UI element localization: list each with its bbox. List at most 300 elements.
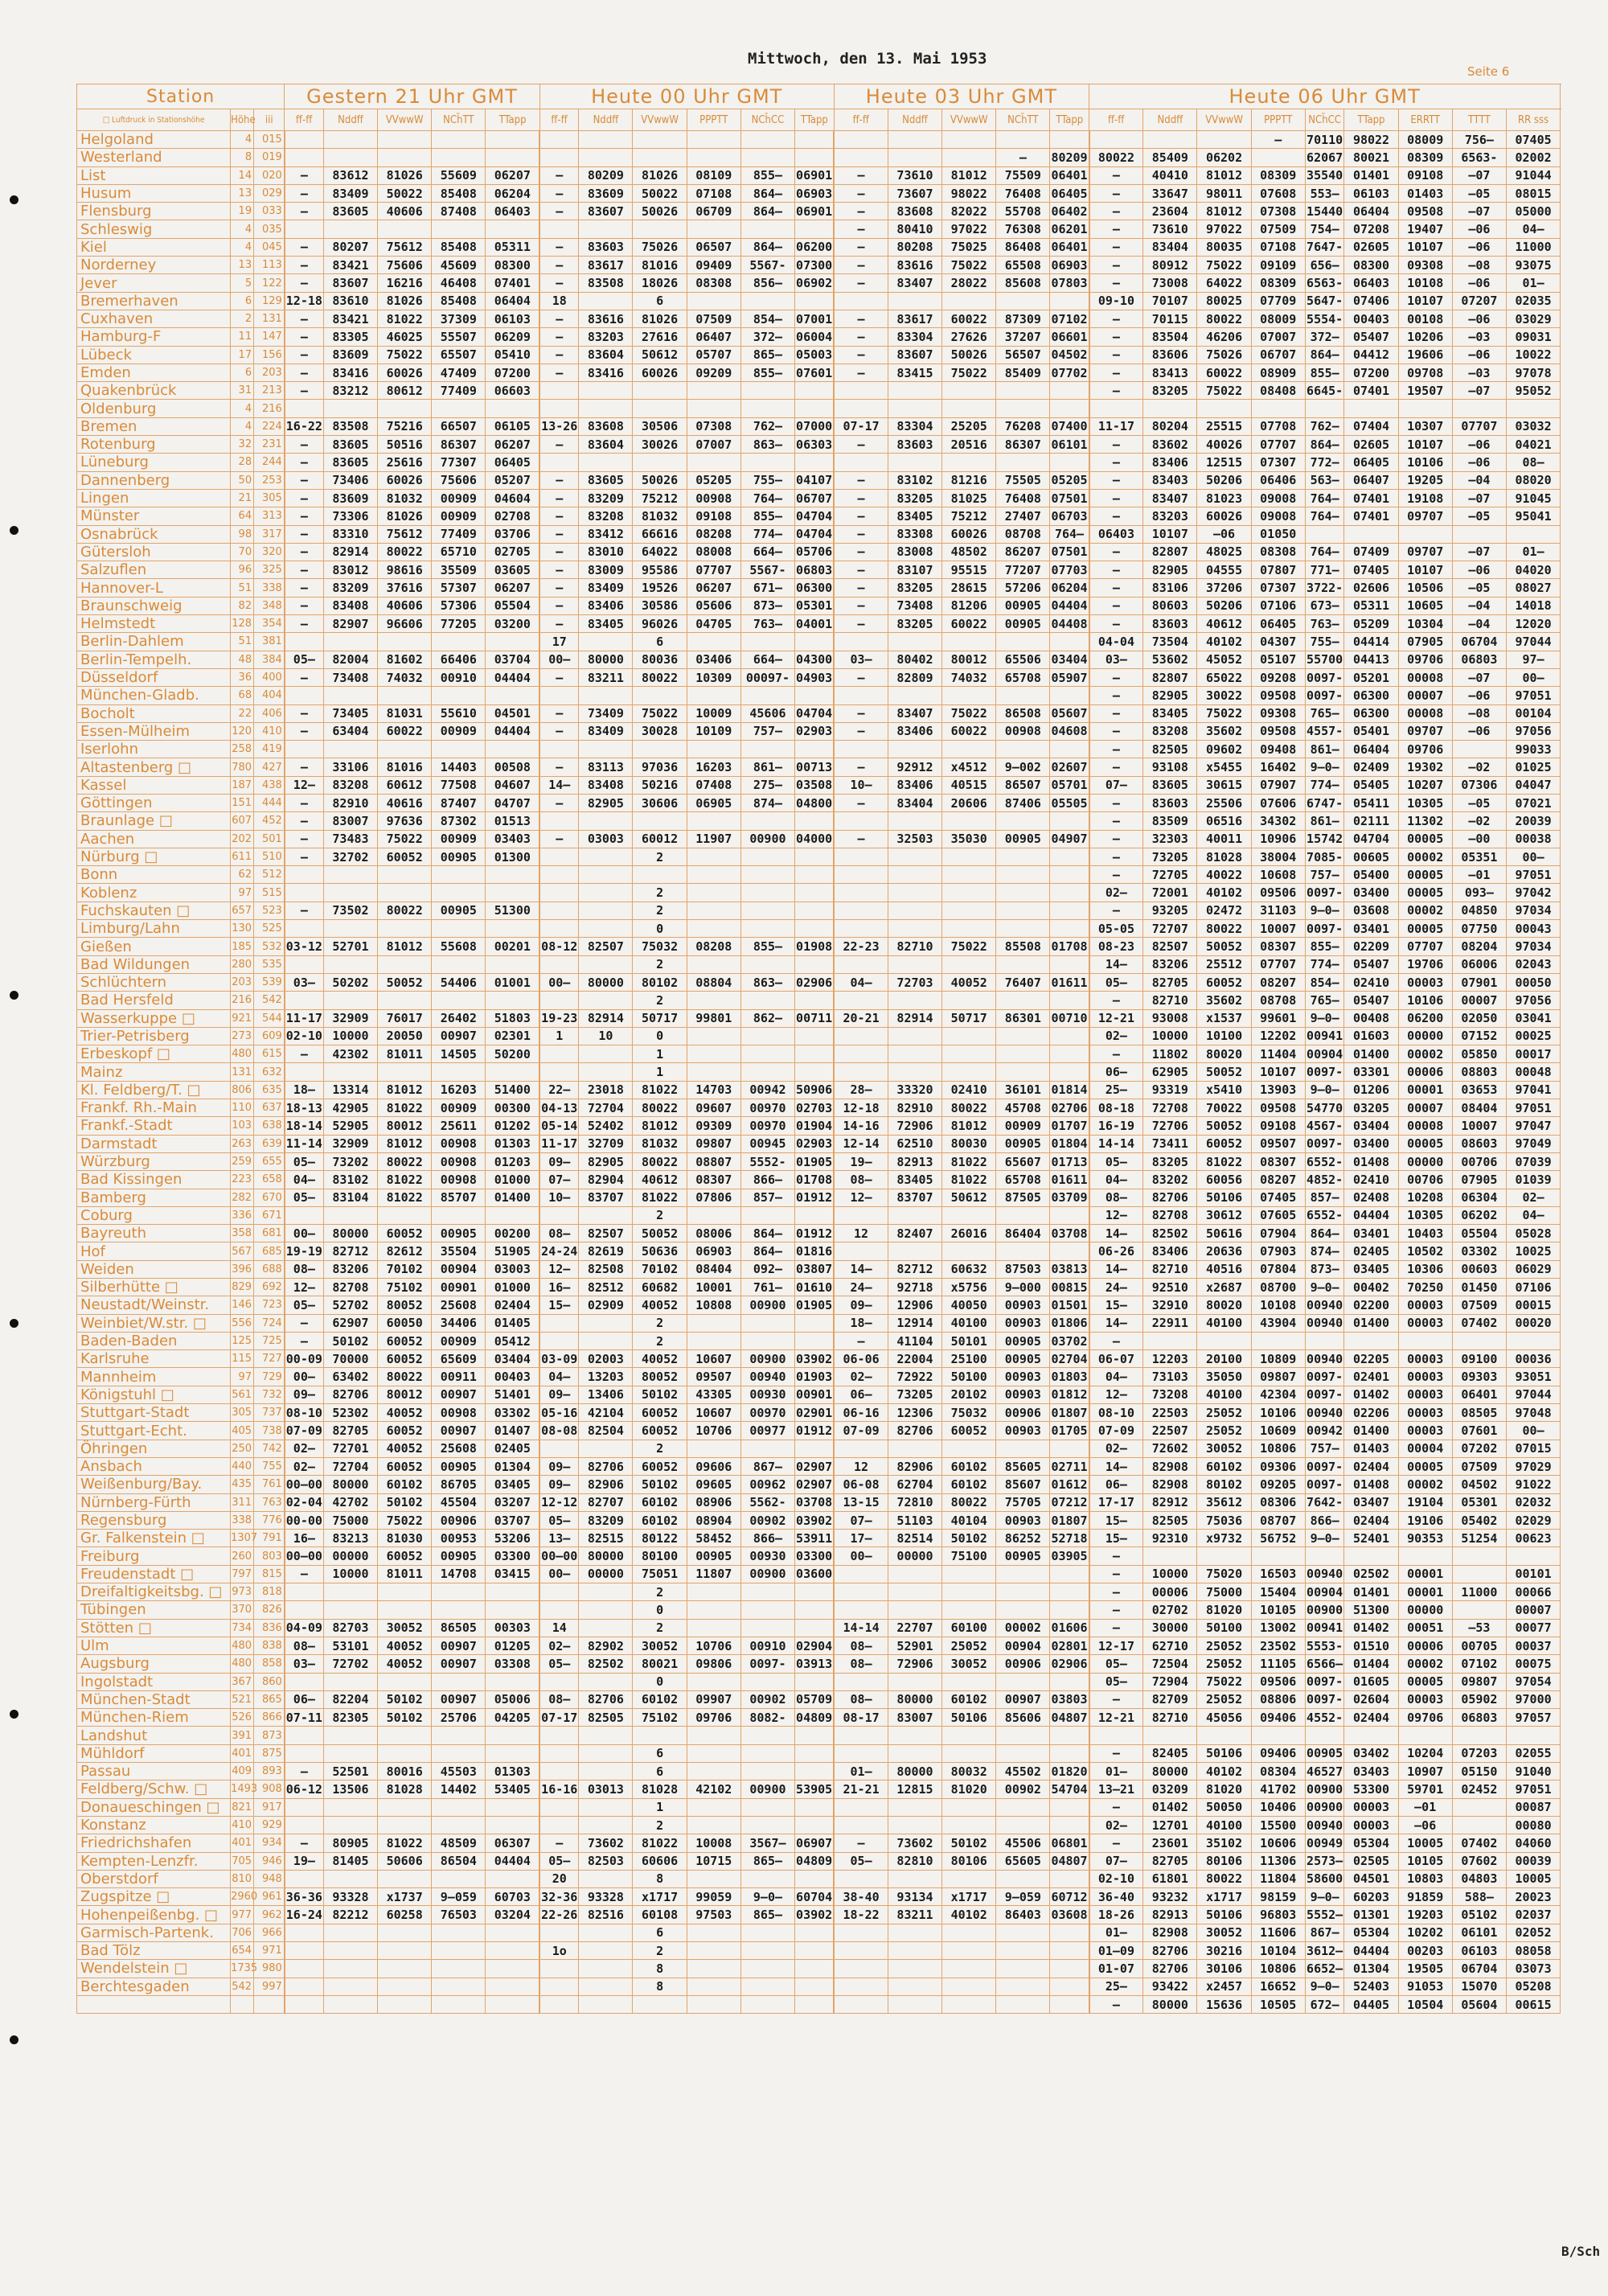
observation-value: 26016 [942, 1225, 996, 1242]
observation-value: 73409 [579, 704, 633, 722]
observation-value: 09308 [1398, 257, 1452, 274]
column-header: Nddff [323, 109, 377, 131]
observation-value: 09108 [1398, 166, 1452, 184]
observation-value: 00-09 [285, 1350, 324, 1368]
observation-value: 13002 [1251, 1619, 1305, 1637]
observation-value: 99033 [1506, 741, 1560, 758]
observation-value: 18-13 [285, 1099, 324, 1117]
observation-value: 09508 [1251, 1099, 1305, 1117]
station-name: Kassel [77, 776, 231, 794]
observation-value: 02404 [1344, 1511, 1398, 1529]
observation-value: 54704 [1050, 1781, 1089, 1798]
observation-value [486, 1673, 539, 1690]
station-height [231, 1995, 254, 2013]
station-index: 029 [254, 184, 285, 202]
observation-value [486, 1583, 539, 1601]
observation-value: 757— [1305, 866, 1344, 884]
observation-value [1050, 992, 1089, 1009]
observation-value [285, 220, 324, 238]
observation-value [285, 687, 324, 704]
observation-value: 82706 [579, 1457, 633, 1475]
observation-value: 00900 [1305, 1798, 1344, 1816]
observation-value: 30052 [633, 1637, 687, 1654]
observation-value: 04307 [1251, 633, 1305, 651]
observation-value: 06404 [1344, 203, 1398, 220]
observation-value [687, 1440, 740, 1457]
observation-value [1050, 1242, 1089, 1260]
observation-value: —06 [1452, 454, 1506, 471]
observation-value: 9—0— [1305, 1009, 1344, 1027]
observation-value: 72704 [323, 1457, 377, 1475]
table-row [77, 346, 1561, 363]
station-height: 282 [231, 1189, 254, 1206]
observation-value: 04501 [1344, 1870, 1398, 1887]
observation-value: 00— [539, 1565, 579, 1583]
station-name: Öhringen [77, 1440, 231, 1457]
observation-value: — [1089, 1547, 1143, 1565]
observation-value: 10606 [1251, 1834, 1305, 1852]
observation-value: 83607 [888, 346, 941, 363]
observation-value: 01905 [795, 1296, 835, 1314]
observation-value: 05— [285, 1152, 324, 1170]
observation-value [1050, 687, 1089, 704]
table-row [77, 651, 1561, 668]
observation-value [378, 149, 432, 166]
table-row [77, 1457, 1561, 1475]
observation-value: 72922 [888, 1368, 941, 1386]
observation-value: 05701 [1050, 776, 1089, 794]
observation-value: 81012 [942, 166, 996, 184]
observation-value: 04704 [1344, 830, 1398, 848]
observation-value [378, 1995, 432, 2013]
observation-value [486, 1960, 539, 1978]
observation-value: 50206 [1197, 597, 1251, 614]
observation-value: 08208 [687, 525, 740, 543]
observation-value: 664— [740, 543, 794, 561]
observation-value [888, 955, 941, 973]
observation-value: 60632 [942, 1260, 996, 1278]
station-height: 611 [231, 848, 254, 865]
station-height: 5 [231, 274, 254, 292]
observation-value [687, 1601, 740, 1619]
observation-value [1506, 525, 1560, 543]
observation-value: 6645- [1305, 382, 1344, 400]
observation-value: — [1089, 166, 1143, 184]
observation-value: 73602 [888, 1834, 941, 1852]
observation-value: 01039 [1506, 1171, 1560, 1189]
station-height: 13 [231, 257, 254, 274]
station-height: 367 [231, 1673, 254, 1690]
observation-value: 21-21 [834, 1781, 888, 1798]
observation-value: — [1089, 579, 1143, 597]
table-row [77, 741, 1561, 758]
observation-value: 07901 [1452, 973, 1506, 991]
station-height: 82 [231, 597, 254, 614]
station-index: 818 [254, 1583, 285, 1601]
observation-value: 93075 [1506, 257, 1560, 274]
station-index: 406 [254, 704, 285, 722]
observation-value [1305, 525, 1344, 543]
observation-value: 00097- [740, 668, 794, 686]
observation-value [687, 1027, 740, 1045]
observation-value [633, 741, 687, 758]
observation-value: — [1089, 454, 1143, 471]
observation-value: 07601 [1452, 1422, 1506, 1440]
observation-value: 06801 [1050, 1834, 1089, 1852]
observation-value: 61801 [1143, 1870, 1197, 1887]
observation-value: 1o [539, 1941, 579, 1959]
observation-value: 98159 [1251, 1888, 1305, 1906]
observation-value: 75022 [378, 830, 432, 848]
observation-value: 40100 [1197, 1314, 1251, 1332]
observation-value: 70102 [378, 1260, 432, 1278]
observation-value: 81216 [942, 471, 996, 489]
punch-hole [10, 1319, 18, 1328]
observation-value: 46408 [432, 274, 486, 292]
observation-value: 81012 [942, 1117, 996, 1135]
observation-value: 83408 [579, 776, 633, 794]
observation-value: 43904 [1251, 1314, 1305, 1332]
observation-value: 40102 [1197, 884, 1251, 902]
observation-value: 53911 [795, 1530, 835, 1547]
observation-value: 04405 [1344, 1995, 1398, 2013]
observation-value: —06 [1452, 722, 1506, 740]
observation-value: 83208 [579, 507, 633, 525]
observation-value: —53 [1452, 1619, 1506, 1637]
observation-value: 35602 [1197, 992, 1251, 1009]
observation-value: — [834, 561, 888, 579]
observation-value: 664— [740, 651, 794, 668]
observation-value: 97029 [1506, 1457, 1560, 1475]
observation-value: — [1089, 1995, 1143, 2013]
station-name: Westerland [77, 149, 231, 166]
observation-value: 83405 [1143, 704, 1197, 722]
observation-value: 9—0— [1305, 1530, 1344, 1547]
observation-value: 60102 [378, 1476, 432, 1493]
observation-value: 80000 [579, 1547, 633, 1565]
observation-value: 08— [834, 1655, 888, 1673]
observation-value: 10609 [1251, 1422, 1305, 1440]
observation-value: 50717 [633, 1009, 687, 1027]
observation-value [687, 1045, 740, 1063]
observation-value: 06-08 [834, 1476, 888, 1493]
observation-value: 06405 [1050, 184, 1089, 202]
observation-value [1398, 1547, 1452, 1565]
observation-value: 27626 [942, 328, 996, 346]
observation-value [1050, 1870, 1089, 1887]
observation-value: 08904 [687, 1511, 740, 1529]
observation-value: 25706 [432, 1709, 486, 1727]
observation-value: 11-14 [285, 1135, 324, 1152]
observation-value: 46025 [378, 328, 432, 346]
observation-value: 83616 [579, 310, 633, 327]
column-header: NCh̄CC [740, 109, 794, 131]
observation-value: 02706 [1050, 1099, 1089, 1117]
observation-value: 83406 [1143, 1242, 1197, 1260]
observation-value: 06103 [1344, 184, 1398, 202]
observation-value: 25515 [1197, 417, 1251, 435]
observation-value: 2 [633, 1583, 687, 1601]
observation-value: 01206 [1344, 1081, 1398, 1099]
observation-value: 98011 [1197, 184, 1251, 202]
observation-value: 75216 [378, 417, 432, 435]
observation-value: 09506 [1251, 884, 1305, 902]
observation-value [1089, 400, 1143, 417]
observation-value: 81012 [1197, 166, 1251, 184]
observation-value [323, 687, 377, 704]
station-name: Schleswig [77, 220, 231, 238]
station-height: 567 [231, 1242, 254, 1260]
table-row [77, 166, 1561, 184]
observation-value: 08-12 [539, 938, 579, 955]
observation-value [579, 400, 633, 417]
observation-value: 50606 [378, 1852, 432, 1870]
observation-value: 09— [539, 1476, 579, 1493]
observation-value: 07905 [1452, 1171, 1506, 1189]
observation-value: — [834, 166, 888, 184]
observation-value: 08307 [1251, 938, 1305, 955]
observation-value: 51905 [486, 1242, 539, 1260]
observation-value: 50106 [942, 1709, 996, 1727]
observation-value: 00005 [1398, 884, 1452, 902]
observation-value: 07102 [1452, 1655, 1506, 1673]
observation-value [323, 955, 377, 973]
observation-value: 75032 [633, 938, 687, 955]
column-header: NCh̄TT [432, 109, 486, 131]
observation-value: 97051 [1506, 687, 1560, 704]
observation-value: 50206 [1197, 471, 1251, 489]
observation-value: 06207 [486, 166, 539, 184]
observation-value: 83407 [1143, 489, 1197, 507]
observation-value: 81020 [942, 1781, 996, 1798]
observation-value: 40410 [1143, 166, 1197, 184]
observation-value: 73610 [1143, 220, 1197, 238]
observation-value [486, 1978, 539, 1995]
observation-value: 97042 [1506, 884, 1560, 902]
observation-value: 83604 [579, 346, 633, 363]
station-name: Braunlage □ [77, 812, 231, 830]
station-index: 539 [254, 973, 285, 991]
observation-value: 00075 [1506, 1655, 1560, 1673]
observation-value: 00002 [1398, 1045, 1452, 1063]
observation-value: 65607 [996, 1152, 1050, 1170]
observation-value [834, 687, 888, 704]
station-height: 98 [231, 525, 254, 543]
station-name: Trier-Petrisberg [77, 1027, 231, 1045]
observation-value [285, 149, 324, 166]
observation-value [1050, 1673, 1089, 1690]
observation-value [579, 1978, 633, 1995]
observation-value: 19-23 [539, 1009, 579, 1027]
observation-value: 26402 [432, 1009, 486, 1027]
observation-value [579, 1995, 633, 2013]
observation-value: 07200 [1344, 363, 1398, 381]
observation-value: 08-17 [834, 1709, 888, 1727]
observation-value [1305, 1727, 1344, 1744]
table-row [77, 1744, 1561, 1762]
station-index: 224 [254, 417, 285, 435]
observation-value: 07707 [1251, 436, 1305, 454]
observation-value: 02703 [795, 1099, 835, 1117]
observation-value: 05301 [795, 597, 835, 614]
observation-value [834, 1027, 888, 1045]
observation-value: — [539, 830, 579, 848]
observation-value [888, 1242, 941, 1260]
table-row [77, 920, 1561, 938]
observation-value [579, 454, 633, 471]
observation-value: 73504 [1143, 633, 1197, 651]
station-name: Oberstdorf [77, 1870, 231, 1887]
observation-value [888, 1941, 941, 1959]
table-row [77, 866, 1561, 884]
station-name: Salzuflen [77, 561, 231, 579]
observation-value: 05201 [1344, 668, 1398, 686]
observation-value: 04502 [1452, 1476, 1506, 1493]
observation-value: 81022 [378, 1099, 432, 1117]
observation-value [740, 382, 794, 400]
observation-value: 02052 [1506, 1924, 1560, 1941]
observation-value: 83305 [323, 328, 377, 346]
observation-value: 864— [1305, 1225, 1344, 1242]
observation-value: 32709 [579, 1135, 633, 1152]
table-row [77, 955, 1561, 973]
station-name: Fuchskauten □ [77, 902, 231, 919]
station-height: 115 [231, 1350, 254, 1368]
table-row [77, 1368, 1561, 1386]
observation-value: 01610 [795, 1279, 835, 1296]
observation-value: 02907 [795, 1476, 835, 1493]
observation-value [1398, 525, 1452, 543]
observation-value: 01— [1506, 543, 1560, 561]
observation-value: 83404 [1143, 238, 1197, 256]
observation-value: — [834, 328, 888, 346]
observation-value: — [1089, 1045, 1143, 1063]
station-index: 738 [254, 1422, 285, 1440]
observation-value [1305, 400, 1344, 417]
observation-value: 06903 [1050, 257, 1089, 274]
observation-value: 35540 [1305, 166, 1344, 184]
observation-value: 864— [1305, 436, 1344, 454]
observation-value: 86404 [996, 1225, 1050, 1242]
station-height: 396 [231, 1260, 254, 1278]
observation-value: 10107 [1398, 561, 1452, 579]
observation-value [888, 149, 941, 166]
observation-value [579, 1798, 633, 1816]
observation-value: 00902 [740, 1511, 794, 1529]
station-height: 409 [231, 1763, 254, 1781]
observation-value: 43305 [687, 1386, 740, 1403]
station-index: 404 [254, 687, 285, 704]
column-header: ERRTT [1398, 109, 1452, 131]
observation-value: 04— [539, 1368, 579, 1386]
station-index: 875 [254, 1744, 285, 1762]
station-height: 17 [231, 346, 254, 363]
table-row [77, 1852, 1561, 1870]
observation-value: —06 [1197, 525, 1251, 543]
observation-value [633, 400, 687, 417]
observation-value: — [1089, 1601, 1143, 1619]
observation-value: 00909 [432, 722, 486, 740]
observation-value: 00003 [1398, 1404, 1452, 1422]
observation-value: 46206 [1197, 328, 1251, 346]
observation-value: — [285, 561, 324, 579]
observation-value: 05706 [795, 543, 835, 561]
observation-value: 861— [1305, 741, 1344, 758]
observation-value: 10406 [1251, 1798, 1305, 1816]
observation-value: 07703 [1050, 561, 1089, 579]
observation-value: 861— [740, 758, 794, 776]
observation-value [795, 382, 835, 400]
station-name: Weißenburg/Bay. [77, 1476, 231, 1493]
observation-value: 08006 [687, 1225, 740, 1242]
observation-value: 82907 [323, 615, 377, 633]
observation-value: 77207 [996, 561, 1050, 579]
observation-value: 00003 [1398, 1386, 1452, 1403]
observation-value: 00015 [1506, 1296, 1560, 1314]
observation-value: 50906 [795, 1081, 835, 1099]
table-row [77, 1099, 1561, 1117]
observation-value: 03308 [486, 1655, 539, 1673]
observation-value [996, 1941, 1050, 1959]
observation-value: 81026 [378, 166, 432, 184]
observation-value: — [834, 525, 888, 543]
observation-value: 82706 [579, 1690, 633, 1708]
observation-value: 09807 [1452, 1673, 1506, 1690]
table-row [77, 1798, 1561, 1816]
observation-value: 20050 [378, 1027, 432, 1045]
observation-value: — [1089, 704, 1143, 722]
observation-value: 50202 [323, 973, 377, 991]
observation-value: 06403 [1344, 274, 1398, 292]
observation-value: 00902 [996, 1781, 1050, 1798]
observation-value: 01303 [486, 1763, 539, 1781]
observation-value: 75022 [1197, 704, 1251, 722]
observation-value: 0 [633, 1601, 687, 1619]
observation-value: 03302 [1452, 1242, 1506, 1260]
station-name: List [77, 166, 231, 184]
observation-value: 16-19 [1089, 1117, 1143, 1135]
observation-value: 97000 [1506, 1690, 1560, 1708]
observation-value: 08304 [1251, 1763, 1305, 1781]
table-row [77, 400, 1561, 417]
observation-value: 05301 [1452, 1493, 1506, 1511]
observation-value: — [285, 1763, 324, 1781]
observation-value: 08015 [1506, 184, 1560, 202]
observation-value: 03003 [579, 830, 633, 848]
observation-value: 83009 [579, 561, 633, 579]
station-name: Hof [77, 1242, 231, 1260]
observation-value: 93422 [1143, 1978, 1197, 1995]
station-name: Mainz [77, 1063, 231, 1081]
observation-value: — [1089, 257, 1143, 274]
table-row [77, 668, 1561, 686]
station-index: 512 [254, 866, 285, 884]
observation-value: 14018 [1506, 597, 1560, 614]
observation-value: — [834, 579, 888, 597]
observation-value: — [1089, 382, 1143, 400]
observation-value: 25205 [942, 417, 996, 435]
observation-value: 09208 [1251, 668, 1305, 686]
observation-value: 00901 [432, 1279, 486, 1296]
observation-value: 80612 [378, 382, 432, 400]
observation-value: 07408 [687, 776, 740, 794]
observation-value: 00006 [1398, 1063, 1452, 1081]
station-index: 400 [254, 668, 285, 686]
observation-value: 09907 [687, 1690, 740, 1708]
station-name: Hamburg-F [77, 328, 231, 346]
observation-value: 10106 [1398, 992, 1452, 1009]
observation-value: 55608 [432, 938, 486, 955]
